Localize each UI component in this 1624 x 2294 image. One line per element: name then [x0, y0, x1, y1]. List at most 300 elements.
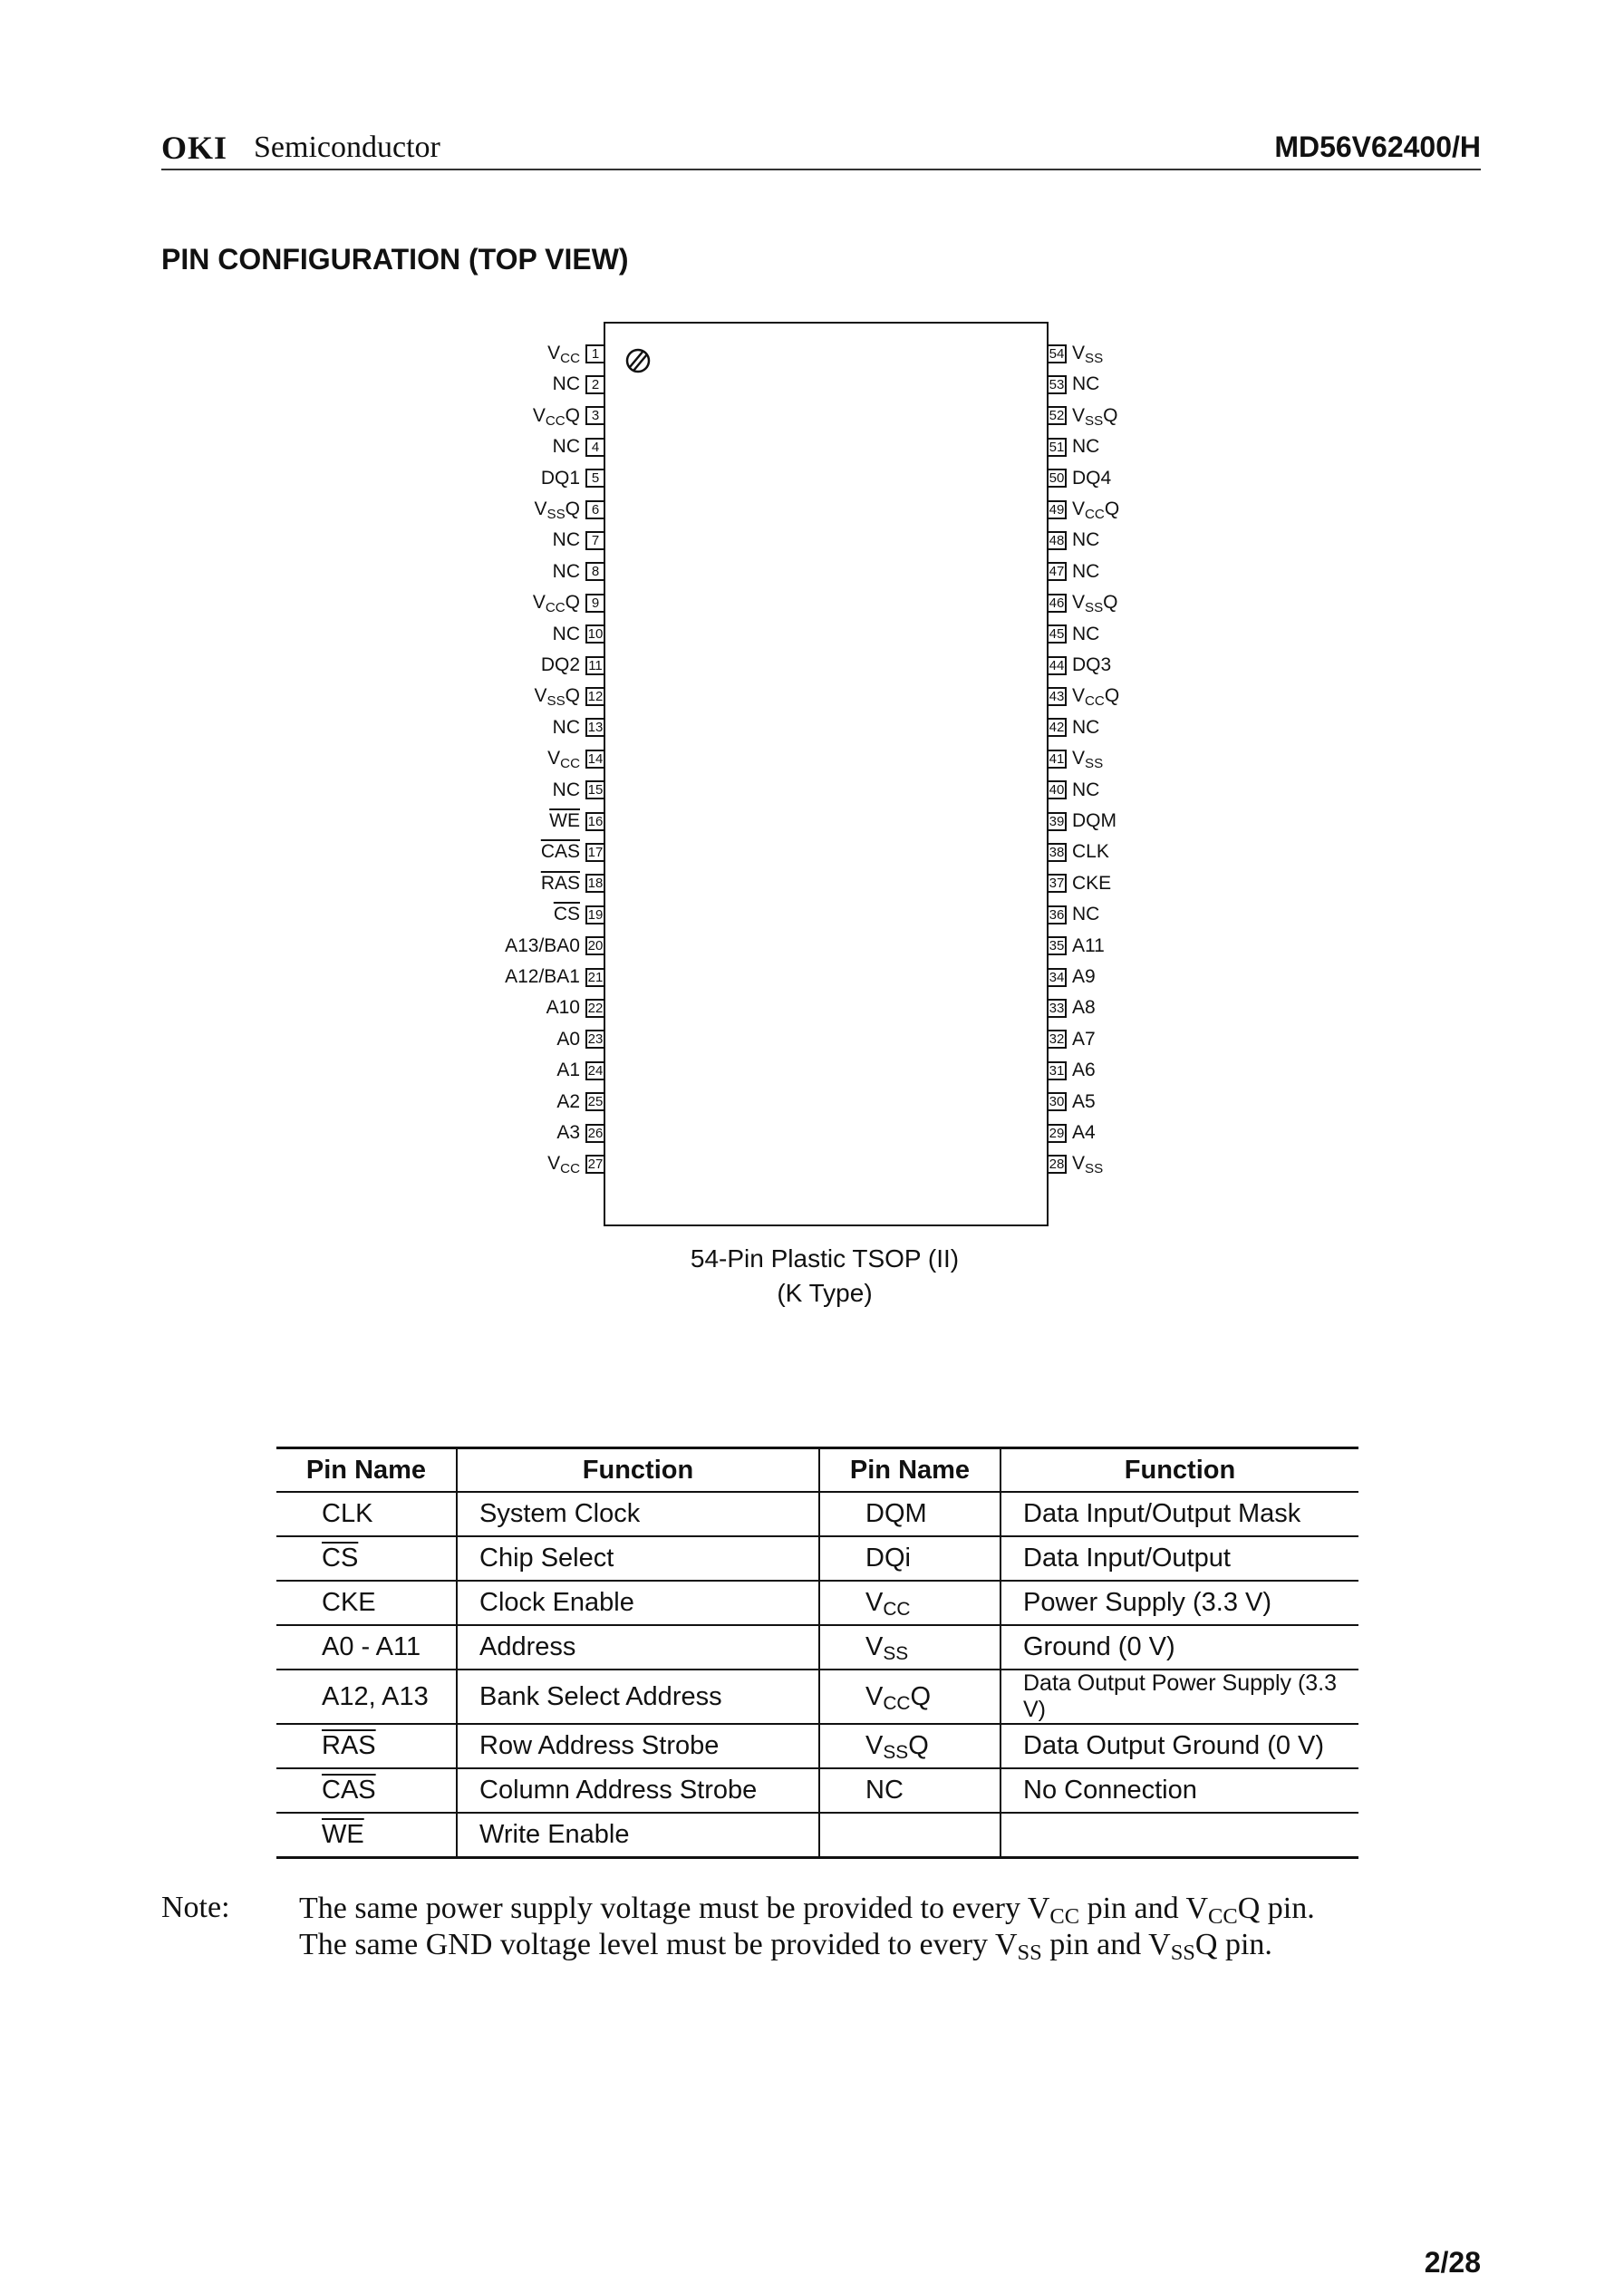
pin-name: [1067, 966, 1101, 988]
pin-name-subscript: SS: [1085, 599, 1104, 615]
pin-name-base: NC: [552, 560, 580, 582]
pin-name-base: CKE: [1072, 872, 1112, 894]
pin-number-box: 39: [1047, 812, 1067, 831]
pin-number-box: 16: [585, 812, 605, 831]
pin-name-subscript: CC: [545, 599, 566, 615]
note-line-2: The same GND voltage level must be provided to every $V_{SS}$ pin and $V_{SS}Q$ pin.: [299, 1928, 1272, 1966]
pin-number-box: 3: [585, 406, 605, 425]
pin-name-cell: [276, 1536, 457, 1581]
pin-number-box: 37: [1047, 874, 1067, 893]
pin-29: [1047, 1122, 1101, 1144]
pin1-marker-icon: [624, 346, 652, 375]
pin-number-box: 40: [1047, 780, 1067, 799]
pin-name: [499, 935, 585, 957]
pin-name: [542, 343, 585, 364]
pin-name-base: V: [532, 592, 546, 614]
pin-name: [1067, 748, 1108, 770]
pin-35: [1047, 935, 1110, 957]
pin-number-box: 34: [1047, 968, 1067, 987]
header-pin-name-1: Pin Name: [276, 1448, 457, 1493]
pin-number-box: 47: [1047, 562, 1067, 581]
pin-name-base: A2: [556, 1090, 580, 1112]
pin-name-base: NC: [1072, 373, 1100, 395]
pin-name-subscript: SS: [1085, 755, 1104, 771]
pin-number-box: 10: [585, 624, 605, 644]
pin-28: [1047, 1153, 1108, 1175]
pin-name: [1067, 343, 1108, 364]
pin-name-text: CKE: [322, 1588, 376, 1617]
pin-name-suffix: Q: [565, 404, 580, 426]
table-row: [276, 1724, 1358, 1768]
pin-name-cell: [276, 1625, 457, 1670]
pin-5: [536, 468, 605, 489]
function-cell: System Clock: [457, 1492, 819, 1536]
pin-name-cell: [276, 1724, 457, 1768]
pin-number-box: 20: [585, 936, 605, 955]
pin-name-base: NC: [1072, 436, 1100, 458]
pin-name-base: V: [1072, 1153, 1086, 1175]
pin-48: [1047, 529, 1105, 551]
pin-name-text: V: [865, 1731, 884, 1760]
pin-name: [1067, 436, 1105, 458]
function-cell: Row Address Strobe: [457, 1724, 819, 1768]
pin-name-base: V: [1072, 592, 1086, 614]
pin-name-base: V: [1072, 498, 1086, 519]
pin-9: [527, 592, 605, 614]
pin-18: [536, 873, 605, 895]
pin-name-subscript: SS: [1085, 1161, 1104, 1177]
pin-name: [1067, 405, 1124, 427]
pin-name-base: NC: [552, 716, 580, 738]
pin-name-cell: [819, 1768, 1000, 1813]
package-body: [604, 322, 1049, 1226]
pin-name-base: $\overline{CS}$: [553, 904, 580, 925]
pin-number-box: 27: [585, 1155, 605, 1174]
pin-23: [551, 1029, 605, 1050]
pin-number-box: 32: [1047, 1030, 1067, 1049]
pin-name-cell: [276, 1492, 457, 1536]
pin-number-box: 15: [585, 780, 605, 799]
pin-6: [528, 498, 605, 520]
pin-number-box: 38: [1047, 843, 1067, 862]
function-cell: Data Output Ground (0 V): [1000, 1724, 1358, 1768]
pin-name-text: DQi: [865, 1544, 911, 1573]
pin-name-base: NC: [1072, 529, 1100, 551]
pin-2: [547, 373, 605, 395]
pin-number-box: 30: [1047, 1092, 1067, 1111]
pin-name-text: V: [865, 1588, 884, 1617]
pin-name: [1067, 685, 1125, 710]
function-cell: Chip Select: [457, 1536, 819, 1581]
pin-name-base: V: [547, 748, 561, 770]
pin-number-box: 17: [585, 843, 605, 862]
pin-name: [528, 498, 585, 520]
pin-name: [1067, 873, 1116, 895]
pin-name-base: $\overline{RAS}$: [540, 872, 580, 894]
pin-name: [547, 436, 585, 458]
pin-name: [547, 779, 585, 801]
pin-name: [1067, 1060, 1101, 1081]
pin-name: [1067, 654, 1116, 676]
pin-number-box: 42: [1047, 718, 1067, 737]
pin-name-text: V: [865, 1681, 884, 1711]
pin-name: [527, 405, 585, 427]
pin-27: [542, 1153, 605, 1175]
pin-name-text: $\overline{RAS}$: [322, 1731, 376, 1760]
pin-name-text: NC: [865, 1776, 904, 1805]
pin-number-box: 48: [1047, 531, 1067, 550]
pin-name-cell: [819, 1670, 1000, 1724]
pin-13: [547, 717, 605, 739]
pin-4: [547, 436, 605, 458]
pin-name-suffix: Q: [1103, 592, 1118, 614]
pin-name-text: CLK: [322, 1499, 373, 1528]
pin-name: [1067, 1153, 1108, 1175]
pin-name: [551, 1060, 585, 1081]
pin-name: [1067, 779, 1105, 801]
pin-number-box: 24: [585, 1061, 605, 1080]
pin-name-base: DQ1: [540, 467, 580, 489]
pin-name-cell: [819, 1625, 1000, 1670]
function-cell: Write Enable: [457, 1813, 819, 1858]
pin-name-cell: [819, 1813, 1000, 1858]
pin-number-box: 11: [585, 656, 605, 675]
pin-name: [551, 1091, 585, 1113]
pin-25: [551, 1091, 605, 1113]
pin-40: [1047, 779, 1105, 801]
pin-49: [1047, 498, 1125, 520]
function-cell: [1000, 1813, 1358, 1858]
pin-name-text: A12, A13: [322, 1681, 429, 1711]
pin-43: [1047, 685, 1125, 710]
pin-number-box: 45: [1047, 624, 1067, 644]
function-cell: Bank Select Address: [457, 1670, 819, 1724]
pin-number-box: 29: [1047, 1124, 1067, 1143]
pin-name: [1067, 1029, 1101, 1050]
pin-number-box: 19: [585, 905, 605, 924]
pin-name-base: A10: [546, 997, 580, 1019]
pin-name-text: A0 - A11: [322, 1632, 421, 1661]
oki-logo: OKI: [161, 130, 228, 166]
pin-1: [542, 343, 605, 364]
pin-15: [547, 779, 605, 801]
pin-39: [1047, 810, 1122, 832]
page-number: 2/28: [1424, 2246, 1481, 2279]
pin-name-cell: [276, 1670, 457, 1724]
pin-number-box: 13: [585, 718, 605, 737]
function-cell: Column Address Strobe: [457, 1768, 819, 1813]
pin-name: [547, 529, 585, 551]
pin-name: [542, 748, 585, 770]
pin-number-box: 54: [1047, 344, 1067, 363]
pin-name-base: A3: [556, 1122, 580, 1143]
pin-name-subscript: CC: [560, 755, 580, 771]
pin-24: [551, 1060, 605, 1081]
pin-number-box: 44: [1047, 656, 1067, 675]
pin-number-box: 18: [585, 874, 605, 893]
pin-name-cell: [819, 1724, 1000, 1768]
pin-number-box: 5: [585, 469, 605, 488]
table-row: [276, 1813, 1358, 1858]
pin-30: [1047, 1091, 1101, 1113]
pin-number-box: 9: [585, 594, 605, 613]
header-pin-name-2: Pin Name: [819, 1448, 1000, 1493]
pin-name-subscript: SS: [1085, 350, 1104, 366]
pin-name: [547, 373, 585, 395]
pin-name-subscript: CC: [1085, 506, 1105, 522]
pin-name: [1067, 498, 1125, 520]
note-line-1: The same power supply voltage must be provided to every $V_{CC}$ pin and $V_{CC}Q$ pin.: [299, 1892, 1315, 1930]
package-caption-line1: 54-Pin Plastic TSOP (II): [690, 1244, 960, 1273]
pin-name-subscript: CC: [560, 350, 580, 366]
pin-name: [536, 468, 585, 489]
pin-name-subscript: SS: [1085, 412, 1104, 429]
part-number: MD56V62400/H: [1274, 131, 1481, 163]
pin-number-box: 1: [585, 344, 605, 363]
pin-name-suffix: Q: [565, 592, 580, 614]
pin-name: [1067, 592, 1124, 614]
pin-name-base: DQ2: [540, 654, 580, 675]
pin-name-cell: [819, 1536, 1000, 1581]
pin-name-base: V: [532, 404, 546, 426]
pin-name: [536, 841, 585, 863]
pin-name-cell: [276, 1768, 457, 1813]
pin-name-base: V: [1072, 343, 1086, 363]
pin-number-box: 14: [585, 750, 605, 769]
pin-38: [1047, 841, 1115, 863]
pin-number-box: 4: [585, 438, 605, 457]
pin-name-suffix: Q: [1104, 685, 1120, 707]
pin-name: [1067, 841, 1115, 863]
pin-8: [547, 561, 605, 583]
pin-name: [551, 1122, 585, 1144]
pin-34: [1047, 966, 1101, 988]
pin-number-box: 50: [1047, 469, 1067, 488]
pin-name: [1067, 1122, 1101, 1144]
pin-12: [528, 685, 605, 710]
pin-name-suffix: Q: [910, 1681, 932, 1711]
pin-name-text: $\overline{CS}$: [322, 1544, 359, 1573]
section-title: PIN CONFIGURATION (TOP VIEW): [161, 243, 629, 276]
pin-10: [547, 624, 605, 645]
pin-name-base: NC: [552, 436, 580, 458]
pin-number-box: 6: [585, 500, 605, 519]
pin-name: [1067, 561, 1105, 583]
table-row: [276, 1492, 1358, 1536]
pin-name-subscript: CC: [560, 1161, 580, 1177]
pin-22: [541, 997, 605, 1019]
function-cell: Clock Enable: [457, 1581, 819, 1625]
pin-number-box: 35: [1047, 936, 1067, 955]
table-row: [276, 1625, 1358, 1670]
pin-19: [548, 904, 605, 925]
pin-number-box: 2: [585, 375, 605, 394]
pin-name: [1067, 997, 1101, 1019]
pin-number-box: 33: [1047, 999, 1067, 1018]
pin-name: [551, 1029, 585, 1050]
pin-name-base: NC: [552, 529, 580, 551]
pin-name-base: V: [534, 685, 547, 707]
pin-name: [547, 561, 585, 583]
pin-name-subscript: SS: [546, 506, 566, 522]
pin-name: [542, 1153, 585, 1175]
pin-name-suffix: Q: [565, 498, 580, 519]
pin-32: [1047, 1029, 1101, 1050]
table-row: [276, 1536, 1358, 1581]
function-cell: Data Output Power Supply (3.3 V): [1000, 1670, 1358, 1724]
pin-name-base: $\overline{WE}$: [549, 810, 580, 831]
page-header: [161, 127, 1481, 170]
pin-name: [1067, 373, 1105, 395]
pin-name-subscript: SS: [883, 1742, 909, 1764]
pin-name-base: A13/BA0: [505, 934, 580, 956]
pin-17: [536, 841, 605, 863]
pin-name-base: A0: [556, 1028, 580, 1050]
pin-name-subscript: CC: [883, 1599, 911, 1621]
header-function-2: Function: [1000, 1448, 1358, 1493]
company-name: Semiconductor: [254, 131, 440, 164]
pin-number-box: 43: [1047, 687, 1067, 706]
pin-51: [1047, 436, 1105, 458]
pin-number-box: 23: [585, 1030, 605, 1049]
pin-name-base: A4: [1072, 1122, 1096, 1143]
pin-name: [1067, 468, 1116, 489]
pin-7: [547, 529, 605, 551]
pin-number-box: 36: [1047, 905, 1067, 924]
pin-name-cell: [276, 1813, 457, 1858]
table-row: [276, 1670, 1358, 1724]
table-row: [276, 1768, 1358, 1813]
pin-name-base: CLK: [1072, 841, 1109, 863]
function-cell: Address: [457, 1625, 819, 1670]
pin-name: [1067, 810, 1122, 832]
pin-name-text: $\overline{CAS}$: [322, 1776, 376, 1805]
pin-name-suffix: Q: [565, 685, 580, 707]
pin-name: [536, 654, 585, 676]
pin-name: [1067, 935, 1110, 957]
function-cell: Data Input/Output Mask: [1000, 1492, 1358, 1536]
pin-name-subscript: CC: [883, 1692, 911, 1714]
pin-16: [544, 810, 605, 832]
pin-name-cell: [819, 1492, 1000, 1536]
pin-42: [1047, 717, 1105, 739]
pin-54: [1047, 343, 1108, 364]
pin-name: [528, 685, 585, 710]
pin-name: [1067, 1091, 1101, 1113]
pin-number-box: 41: [1047, 750, 1067, 769]
pin-name-base: A7: [1072, 1028, 1096, 1050]
pin-26: [551, 1122, 605, 1144]
pin-37: [1047, 873, 1116, 895]
package-caption-line2: (K Type): [777, 1279, 873, 1307]
pin-name-suffix: Q: [908, 1731, 929, 1760]
pin-33: [1047, 997, 1101, 1019]
pin-name-base: DQ4: [1072, 467, 1112, 489]
pin-name-base: NC: [1072, 904, 1100, 925]
pin-name: [1067, 904, 1105, 925]
pin-number-box: 52: [1047, 406, 1067, 425]
pin-name-base: DQ3: [1072, 654, 1112, 675]
pin-name-base: NC: [552, 623, 580, 644]
pin-name-cell: [819, 1581, 1000, 1625]
table-header-row: [276, 1448, 1358, 1493]
pin-name-base: $\overline{CAS}$: [540, 841, 580, 863]
pin-name: [541, 997, 585, 1019]
pin-name: [547, 717, 585, 739]
pin-3: [527, 405, 605, 427]
pin-20: [499, 935, 605, 957]
pin-47: [1047, 561, 1105, 583]
pin-name-base: V: [547, 343, 561, 363]
pin-number-box: 7: [585, 531, 605, 550]
pin-number-box: 53: [1047, 375, 1067, 394]
pin-name-subscript: CC: [1085, 693, 1105, 710]
pin-number-box: 25: [585, 1092, 605, 1111]
pin-name: [1067, 529, 1105, 551]
pin-name-base: A1: [556, 1060, 580, 1081]
pin-number-box: 8: [585, 562, 605, 581]
pin-21: [499, 966, 605, 988]
pin-number-box: 31: [1047, 1061, 1067, 1080]
pin-description-table: [276, 1447, 1358, 1859]
header-function-1: Function: [457, 1448, 819, 1493]
pin-number-box: 22: [585, 999, 605, 1018]
pin-name-base: NC: [1072, 623, 1100, 644]
pin-name-base: A9: [1072, 966, 1096, 987]
pin-name-base: A11: [1072, 934, 1105, 956]
pin-name-subscript: SS: [883, 1643, 909, 1665]
pin-name: [1067, 624, 1105, 645]
pin-name: [548, 904, 585, 925]
pin-name-base: A8: [1072, 997, 1096, 1019]
pin-31: [1047, 1060, 1101, 1081]
pin-number-box: 46: [1047, 594, 1067, 613]
pin-name-base: V: [1072, 685, 1086, 707]
pin-41: [1047, 748, 1108, 770]
pin-name-subscript: SS: [546, 693, 566, 710]
pin-name-suffix: Q: [1103, 404, 1118, 426]
function-cell: Power Supply (3.3 V): [1000, 1581, 1358, 1625]
table-body: [276, 1492, 1358, 1858]
pin-name: [536, 873, 585, 895]
pin-name-subscript: CC: [545, 412, 566, 429]
pin-50: [1047, 468, 1116, 489]
pin-name: [544, 810, 585, 832]
note-text: [299, 1891, 1315, 1966]
pin-name-cell: [276, 1581, 457, 1625]
table-row: [276, 1581, 1358, 1625]
note-label: Note:: [161, 1891, 230, 1924]
pin-name-text: V: [865, 1632, 884, 1661]
pin-number-box: 12: [585, 687, 605, 706]
pin-name-base: V: [1072, 404, 1086, 426]
pin-name-base: NC: [1072, 716, 1100, 738]
pin-number-box: 49: [1047, 500, 1067, 519]
pin-number-box: 21: [585, 968, 605, 987]
pin-name-text: DQM: [865, 1499, 927, 1528]
pin-name-base: A12/BA1: [505, 966, 580, 987]
pin-name: [527, 592, 585, 614]
pin-name-base: NC: [552, 779, 580, 800]
function-cell: Data Input/Output: [1000, 1536, 1358, 1581]
pin-name-base: V: [1072, 748, 1086, 770]
pin-36: [1047, 904, 1105, 925]
pin-14: [542, 748, 605, 770]
pin-52: [1047, 405, 1124, 427]
pin-name: [547, 624, 585, 645]
pin-name-base: V: [534, 498, 547, 519]
pin-46: [1047, 592, 1124, 614]
